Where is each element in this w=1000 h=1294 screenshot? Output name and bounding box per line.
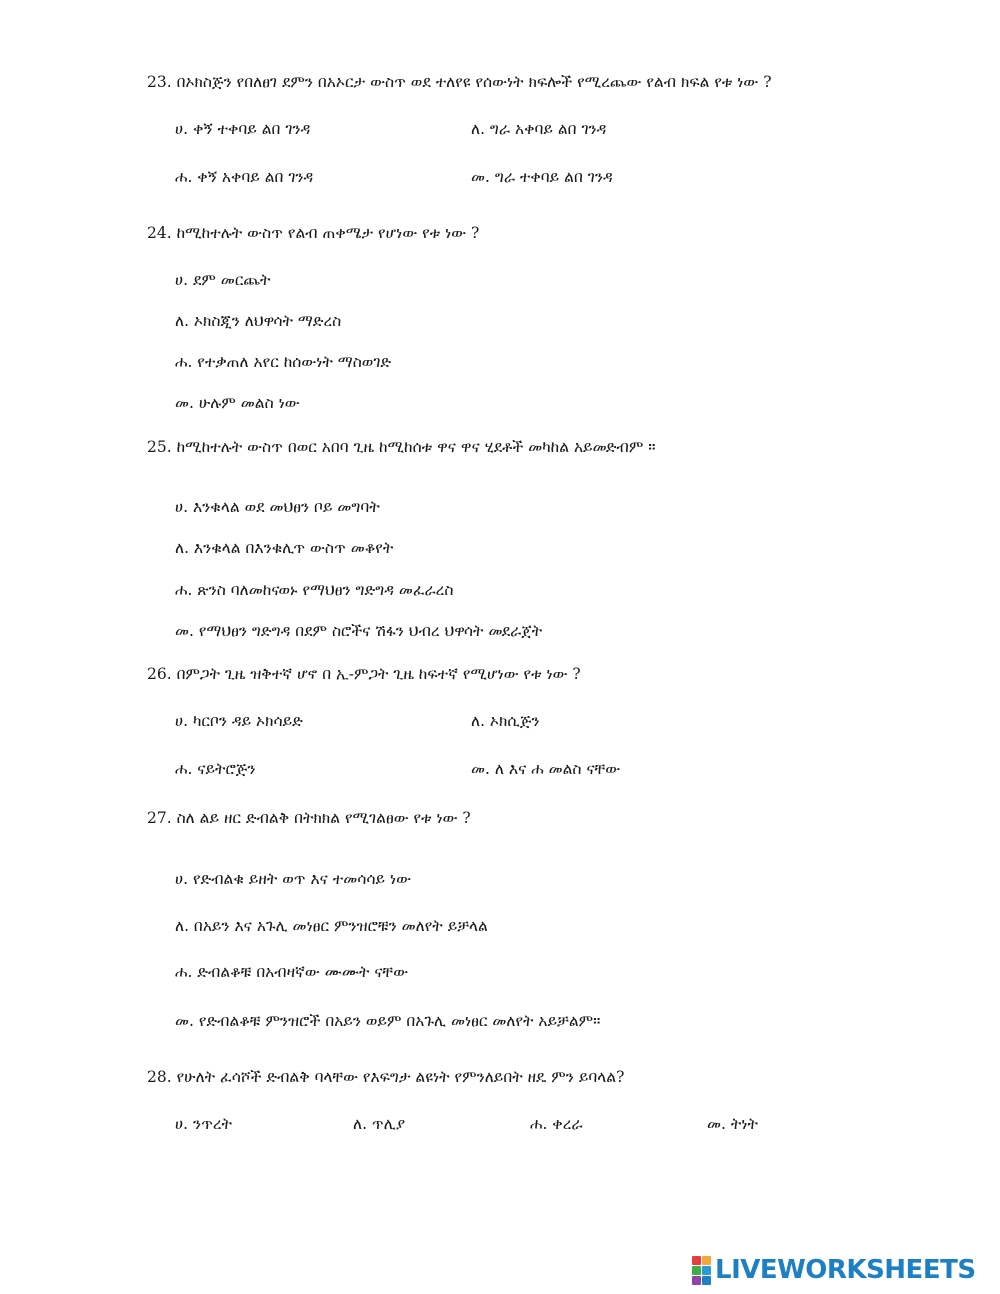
question-25-option-b[interactable]: ለ. እንቁላል በእንቁሊጥ ውስጥ መቆየት (175, 539, 394, 557)
question-24-option-d[interactable]: መ. ሁሉም መልስ ነው (175, 394, 300, 412)
logo-mark-square (702, 1276, 711, 1285)
question-25-option-a[interactable]: ሀ. እንቁላል ወደ መህፀን ቦይ መግባት (175, 498, 380, 516)
question-26-option-c[interactable]: ሐ. ናይትሮጅን (175, 760, 256, 778)
liveworksheets-logo-icon (692, 1256, 711, 1285)
question-26-text: 26. በምጋት ጊዜ ዝቅተኛ ሆኖ በ ኢ-ምጋት ጊዜ ከፍተኛ የሚሆነው የቱ ነው ? (147, 665, 581, 683)
logo-mark-square (692, 1266, 701, 1275)
question-28-text: 28. የሁለት ፈሳሾች ድብልቅ ባላቸው የእፍግታ ልዩነት የምንለይበት ዘዴ ምን ይባላል? (147, 1068, 625, 1086)
question-24-option-b[interactable]: ለ. ኦክስጂን ለህዋሳት ማድረስ (175, 312, 342, 330)
question-26-option-b[interactable]: ለ. ኦክሲጅን (471, 712, 540, 730)
question-25-option-c[interactable]: ሐ. ጽንስ ባለመከናወኑ የማህፀን ግድግዳ መፈራረስ (175, 581, 454, 599)
logo-mark-square (702, 1266, 711, 1275)
question-26-option-d[interactable]: መ. ለ እና ሐ መልስ ናቸው (471, 760, 621, 778)
question-27-text: 27. ስለ ልይ ዘር ድብልቅ በትክክል የሚገልፀው የቱ ነው ? (147, 809, 471, 827)
question-28-option-c[interactable]: ሐ. ቀረራ (530, 1115, 583, 1133)
question-25-text: 25. ከሚከተሉት ውስጥ በወር አበባ ጊዜ ከሚከሰቱ ዋና ዋና ሂደቶች መካከል አይመድብም ። (147, 438, 656, 456)
question-25-option-d[interactable]: መ. የማህፀን ግድግዳ በደም ስሮችና ሽፋን ህብረ ህዋሳት መደራጀት (175, 622, 543, 640)
question-28-option-d[interactable]: መ. ትነት (707, 1115, 758, 1133)
question-28-option-a[interactable]: ሀ. ንጥረት (175, 1115, 233, 1133)
logo-mark-square (692, 1276, 701, 1285)
question-27-option-a[interactable]: ሀ. የድብልቁ ይዘት ወጥ እና ተመሳሳይ ነው (175, 870, 411, 888)
logo-text: LIVEWORKSHEETS (715, 1255, 976, 1285)
question-23-option-b[interactable]: ለ. ግራ አቀባይ ልበ ገንዳ (471, 120, 607, 138)
question-27-option-c[interactable]: ሐ. ድብልቆቹ በአብዛኛው ሙሙት ናቸው (175, 963, 409, 981)
logo-mark-square (702, 1256, 711, 1265)
question-23-option-a[interactable]: ሀ. ቀኝ ተቀባይ ልበ ገንዳ (175, 120, 311, 138)
question-23-text: 23. በኦክስጅን የበለፀገ ደምን በአኦርታ ውስጥ ወደ ተለየዩ የሰውነት ክፍሎች የሚረጨው የልብ ክፍል የቱ ነው ? (147, 73, 772, 91)
question-24-option-c[interactable]: ሐ. የተቃጠለ አየር ከሰውነት ማስወገድ (175, 353, 392, 371)
question-23-option-c[interactable]: ሐ. ቀኝ አቀባይ ልበ ገንዳ (175, 168, 314, 186)
liveworksheets-logo (692, 1256, 976, 1284)
question-28-option-b[interactable]: ለ. ጥሊያ (353, 1115, 406, 1133)
question-27-option-b[interactable]: ለ. በአይን እና አጉሊ መነፀር ምንዝሮቹን መለየት ይቻላል (175, 917, 488, 935)
question-23-option-d[interactable]: መ. ግራ ተቀባይ ልበ ገንዳ (471, 168, 613, 186)
logo-mark-square (692, 1256, 701, 1265)
question-24-text: 24. ከሚከተሉት ውስጥ የልብ ጠቀሜታ የሆነው የቱ ነው ? (147, 224, 480, 242)
question-24-option-a[interactable]: ሀ. ደም መርጨት (175, 271, 271, 289)
question-26-option-a[interactable]: ሀ. ካርቦን ዳይ ኦክሳይድ (175, 712, 303, 730)
question-27-option-d[interactable]: መ. የድብልቆቹ ምንዝሮች በአይን ወይም በአጉሊ መነፀር መለየት አይቻልም። (175, 1012, 601, 1030)
